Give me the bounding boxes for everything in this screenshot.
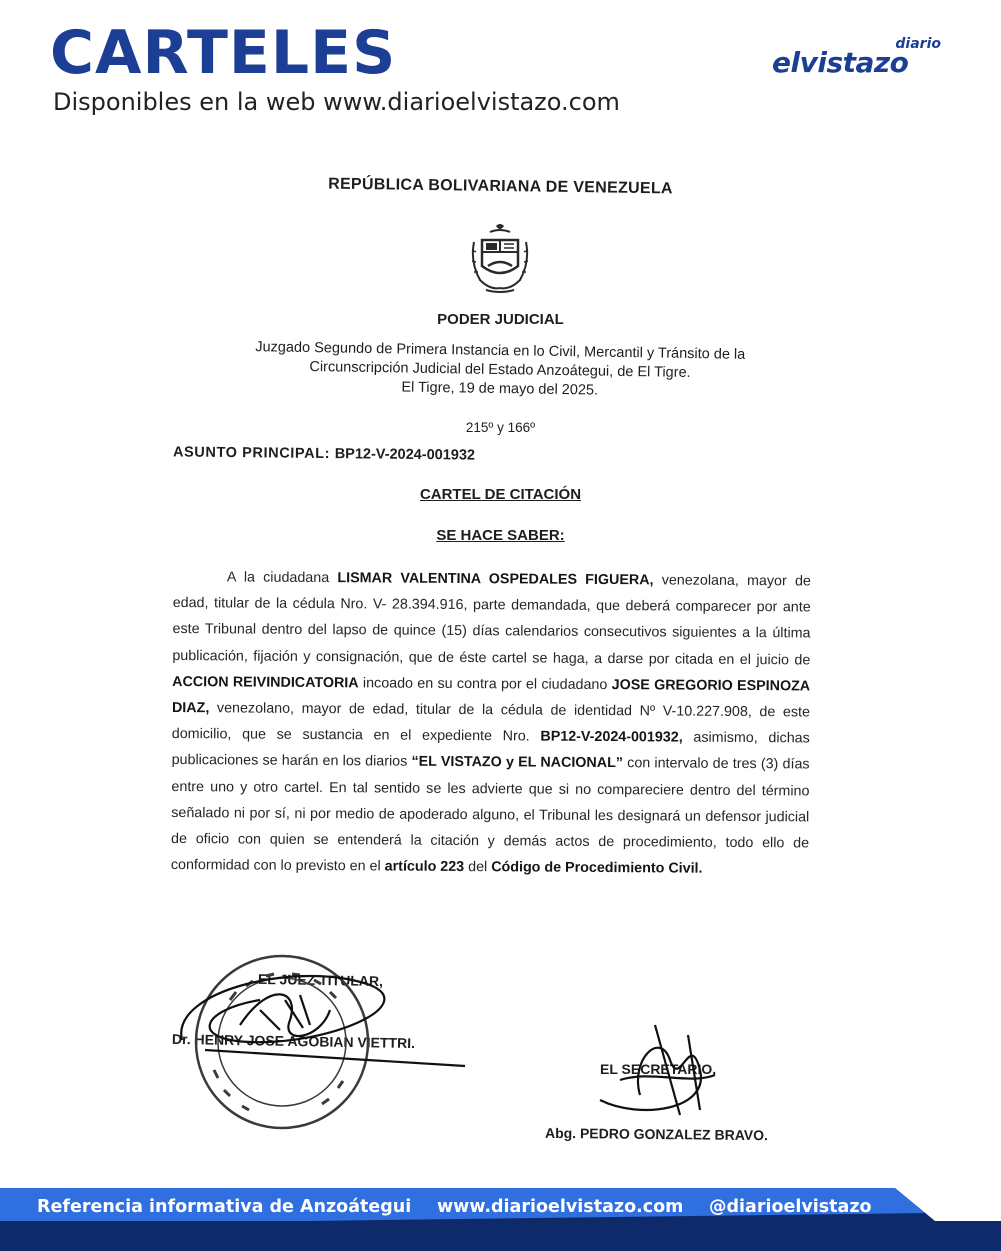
article-reference: artículo 223	[384, 858, 465, 876]
logo-main-text: elvistazo	[772, 46, 909, 79]
logo-diario-text: diario	[895, 36, 941, 52]
asunto-principal	[173, 444, 475, 463]
court-line-2: Circunscripción Judicial del Estado Anzoátegui, de El Tigre.	[309, 359, 691, 381]
republic-heading: REPÚBLICA BOLIVARIANA DE VENEZUELA	[328, 175, 673, 198]
court-line-1: Juzgado Segundo de Primera Instancia en lo Civil, Mercantil y Tránsito de la	[255, 339, 746, 363]
footer-tagline: Referencia informativa de Anzoátegui	[37, 1197, 412, 1217]
footer-website-link[interactable]: www.diarioelvistazo.com	[437, 1197, 684, 1217]
page-subtitle: Disponibles en la web www.diarioelvistazo.com	[53, 88, 620, 116]
plaintiff-name: JOSE GREGORIO ESPINOZA DIAZ,	[171, 676, 811, 717]
code-name: Código de Procedimiento Civil.	[491, 859, 703, 877]
judge-label: EL JUEZ TITULAR,	[257, 970, 384, 990]
expediente-number: BP12-V-2024-001932,	[540, 728, 683, 746]
body-part-4: venezolano, mayor de edad, titular de la cédula de identidad Nº V-10.227.908, de este domicilio, que se sustancia en el expediente Nro.	[171, 700, 811, 745]
coat-of-arms-icon	[468, 222, 532, 294]
court-info	[200, 337, 801, 403]
asunto-code: BP12-V-2024-001932	[334, 446, 476, 464]
body-part-3: incoado en su contra por el ciudadano	[362, 675, 608, 693]
page-title: CARTELES	[50, 18, 397, 88]
body-part-5: asimismo, dichas publicaciones se harán en los diarios	[171, 729, 810, 771]
court-date: El Tigre, 19 de mayo del 2025.	[401, 379, 599, 399]
secretary-label: EL SECRETARIO,	[600, 1061, 717, 1077]
citation-body	[171, 564, 811, 883]
years-line: 215º y 166º	[465, 420, 536, 435]
judge-name: Dr. HENRY JOSE AGOBIAN VIETTRI.	[171, 1030, 416, 1052]
body-part-1: A la ciudadana	[226, 569, 330, 587]
body-part-7: del	[468, 859, 488, 876]
defendant-name: LISMAR VALENTINA OSPEDALES FIGUERA,	[337, 570, 654, 589]
secretary-name: Abg. PEDRO GONZALEZ BRAVO.	[544, 1124, 769, 1144]
cartel-title: CARTEL DE CITACIÓN	[419, 486, 582, 503]
asunto-label: ASUNTO PRINCIPAL:	[172, 444, 331, 463]
body-part-2: venezolana, mayor de edad, titular de la cédula Nro. V- 28.394.916, parte demandada, que deberá comparecer por ante este Tribunal dentro del lapso de quince (15) días calendarios consecutivos siguientes a la última publicación, fijación y consignación, que de éste cartel se haga, a darse por citada en el juicio de	[172, 572, 811, 669]
poder-judicial-heading: PODER JUDICIAL	[437, 311, 564, 328]
hace-saber-heading: SE HACE SABER:	[436, 527, 565, 544]
footer-social-handle[interactable]: @diarioelvistazo	[709, 1197, 872, 1217]
case-type: ACCION REIVINDICATORIA	[172, 673, 359, 692]
newspapers: “EL VISTAZO y EL NACIONAL”	[411, 754, 624, 772]
body-part-6: con intervalo de tres (3) días entre uno y otro cartel. En tal sentido se les advierte que si no compareciere dentro del término señalado ni por sí, ni por medio de apoderado alguno, el Tribunal les designará un defensor judicial de oficio con quien se entenderá la citación y demás actos de procedimiento, todo ello de conformidad con lo previsto en el	[170, 755, 810, 875]
